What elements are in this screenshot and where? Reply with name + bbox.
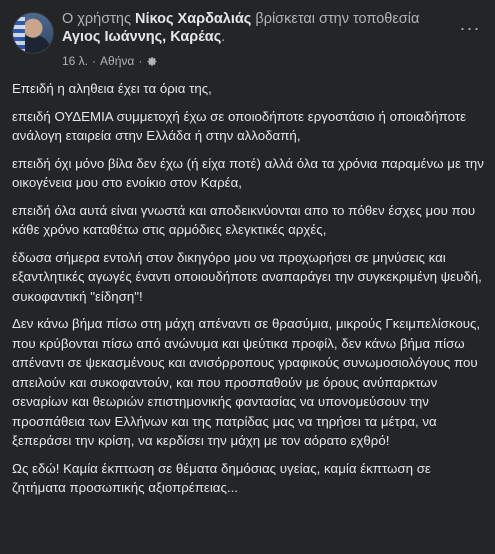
post-paragraph: επειδή ΟΥΔΕΜΙΑ συμμετοχή έχω σε οποιοδήποτε εργοστάσιο ή οποιαδήποτε ανάλογη εταιρεία στην Ελλάδα ή στην αλλοδαπή, — [12, 108, 467, 143]
post-paragraph: Επειδή η αληθεια έχει τα όρια της, — [12, 81, 212, 96]
post-header — [12, 10, 483, 70]
post-body — [12, 79, 485, 506]
more-options-button[interactable]: ··· — [459, 18, 481, 38]
post-place: Αθήνα — [100, 54, 135, 68]
author-avatar[interactable] — [12, 12, 54, 54]
post-paragraph: Δεν κάνω βήμα πίσω στη μάχη απέναντι σε θρασύμια, μικρούς Γκειμπελίσκους, που κρύβονται πίσω από ανώνυμα και ψεύτικα προφίλ, δεν κάνω βήμα πίσω απέναντι σε ψεκασμένους και ανισόρροπους γραφικούς συνωμοσιολόγους που απειλούν και συκοφαντούν, και που προσπαθούν με όρους ανύπαρκτων σεναρίων και θεωριών επιστημονικής φαντασίας να υπονομεύσουν την προσπάθεια των Ελλήνων και της πατρίδας μας να τηρήσει τα μέτρα, να ξεπεράσει την κρίση, να κερδίσει την μάχη με τον αόρατο εχθρό! — [12, 316, 481, 448]
avatar-flag-background — [13, 13, 25, 53]
location-link[interactable]: Αγιος Ιωάννης, Καρέας — [62, 29, 222, 45]
post-time-link[interactable]: 16 λ. — [62, 54, 89, 68]
post-paragraph: έδωσα σήμερα εντολή στον δικηγόρο μου να προχωρήσει σε μηνύσεις και εξαντλητικές αγωγές έναντι οποιουδήποτε αναπαράγει την συγκεκριμένη ψευδή, συκοφαντική "είδηση"! — [12, 249, 482, 304]
location-phrase: βρίσκεται στην τοποθεσία — [255, 11, 420, 27]
gear-icon[interactable] — [146, 55, 158, 67]
post-paragraph: Ως εδώ! Καμία έκπτωση σε θέματα δημόσιας υγείας, καμία έκπτωση σε ζητήματα προσωπικής αξιοπρέπειας... — [12, 460, 431, 495]
meta-separator: · — [92, 54, 97, 68]
meta-separator: · — [138, 54, 143, 68]
post-meta — [62, 54, 158, 68]
author-name-link[interactable]: Νίκος Χαρδαλιάς — [135, 11, 252, 27]
post-headline — [62, 10, 447, 46]
post-paragraph: επειδή όλα αυτά είναι γνωστά και αποδεικνύονται απο το πόθεν έσχες μου που κάθε χρόνο καταθέτω στις αρμόδιες ελεγκτικές αρχές, — [12, 202, 476, 237]
author-prefix: Ο χρήστης — [62, 11, 131, 27]
post-paragraph: επειδή όχι μόνο βίλα δεν έχω (ή είχα ποτέ) αλλά όλα τα χρόνια παραμένω με την οικογένεια μου στο ενοίκιο στον Καρέα, — [12, 155, 484, 190]
location-suffix: . — [221, 29, 226, 45]
